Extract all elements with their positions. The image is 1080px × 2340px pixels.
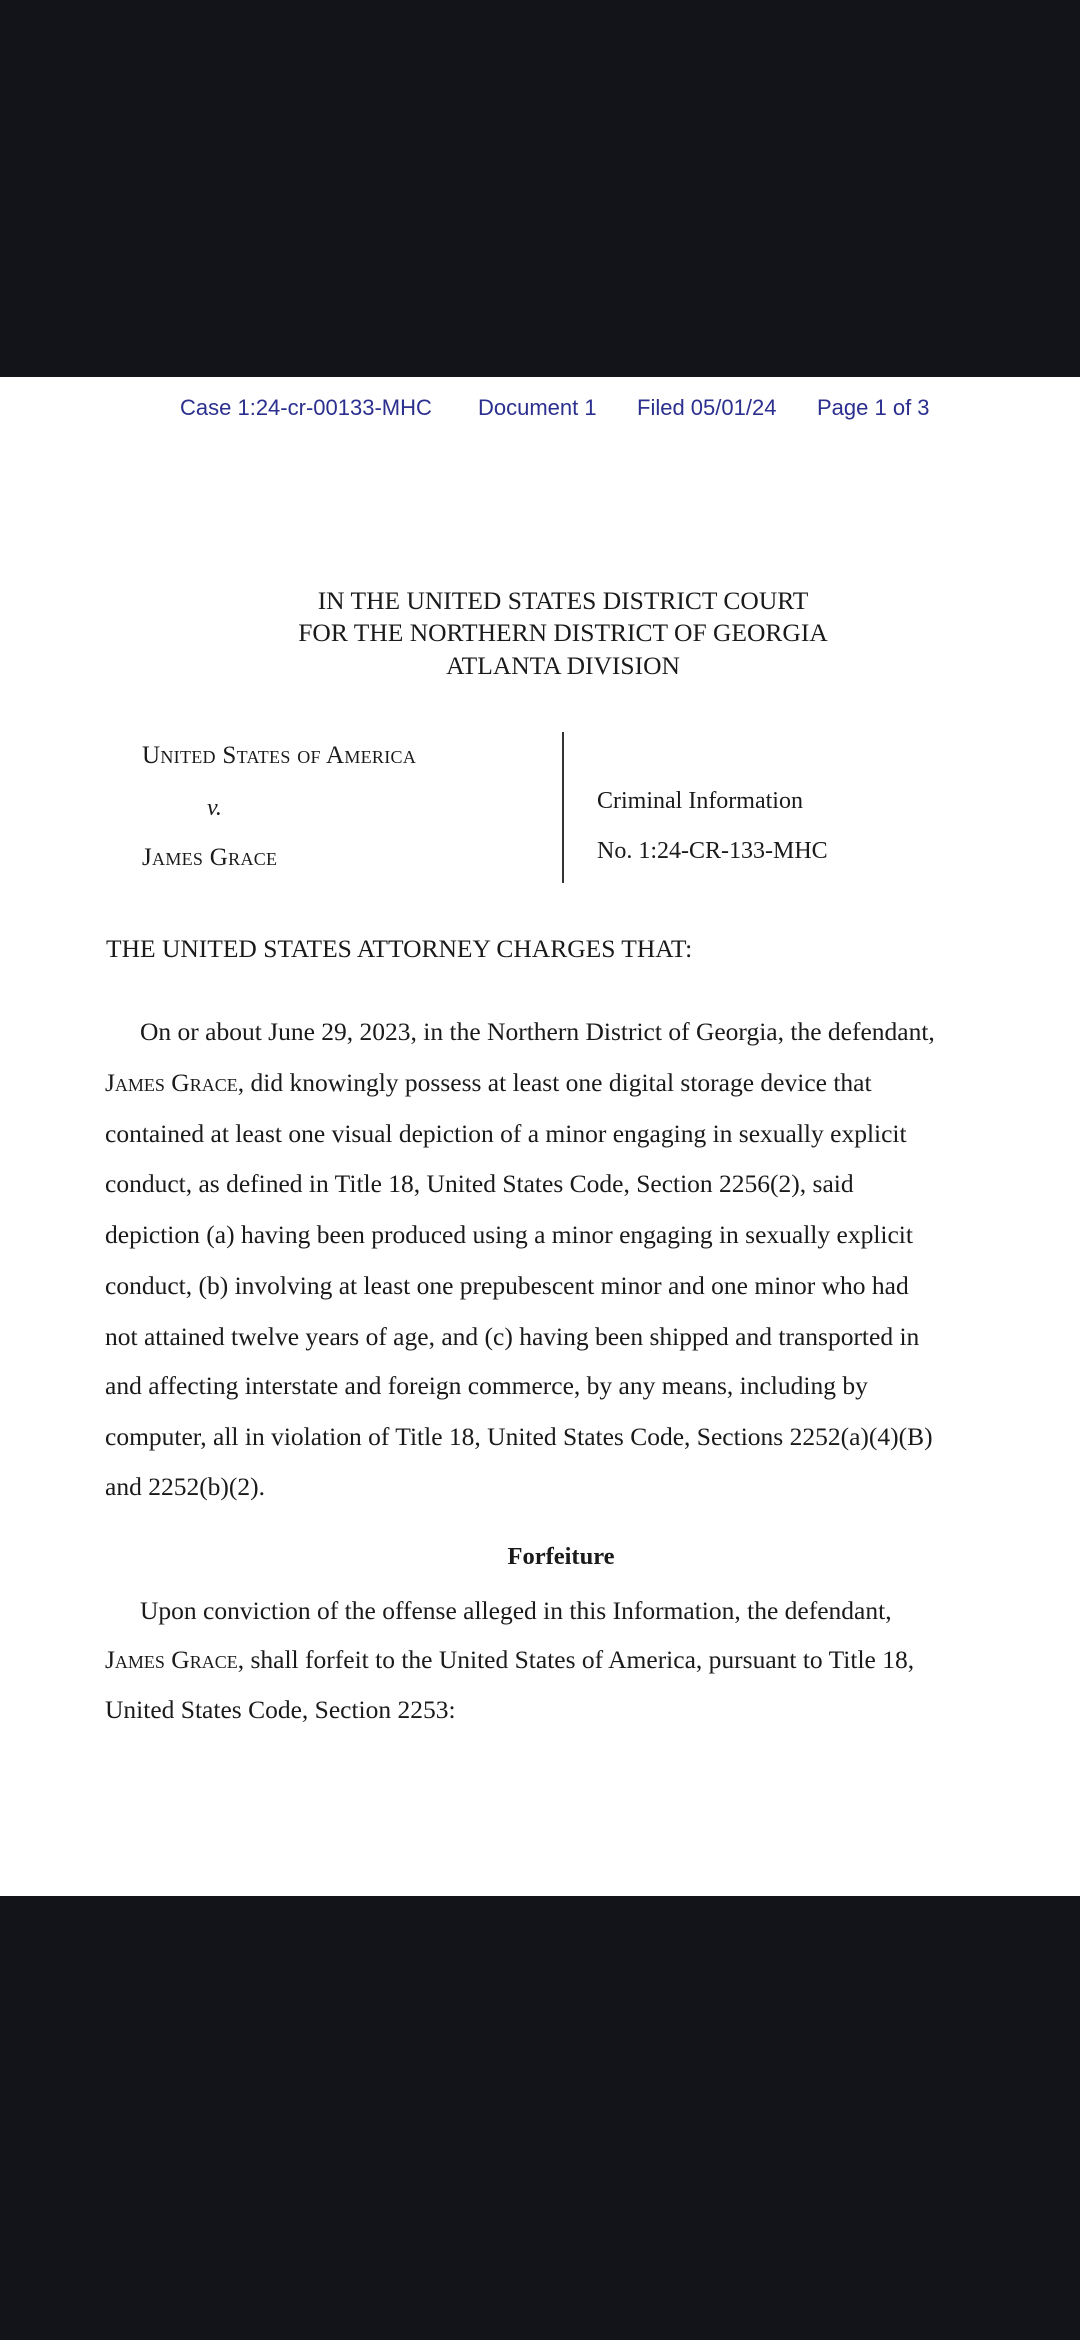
paragraph-line: conduct, as defined in Title 18, United States Code, Section 2256(2), said [105,1169,854,1198]
forfeiture-line: United States Code, Section 2253: [105,1695,456,1724]
caption-plaintiff: United States of America [142,742,417,769]
caption-versus: v. [207,795,222,821]
court-heading-line: FOR THE NORTHERN DISTRICT OF GEORGIA [298,618,828,647]
court-heading-line: ATLANTA DIVISION [446,651,680,680]
forfeiture-line-text: , shall forfeit to the United States of America, pursuant to Title 18, [237,1645,915,1674]
paragraph-line: conduct, (b) involving at least one prepubescent minor and one minor who had [105,1271,909,1300]
paragraph-line: depiction (a) having been produced using a minor engaging in sexually explicit [105,1220,913,1249]
filing-header-filed: Filed 05/01/24 [637,395,777,420]
caption-defendant: James Grace [142,844,278,871]
paragraph-line-text: , did knowingly possess at least one digital storage device that [237,1068,872,1097]
filing-header-document: Document 1 [478,395,597,420]
paragraph-line: computer, all in violation of Title 18, United States Code, Sections 2252(a)(4)(B) [105,1422,933,1451]
filing-header-page: Page 1 of 3 [817,395,930,420]
defendant-name: James Grace [105,1068,238,1097]
caption-divider [562,732,564,883]
bottom-letterbox [0,1896,1080,2340]
defendant-name: James Grace [105,1645,238,1674]
paragraph-line: contained at least one visual depiction of a minor engaging in sexually explicit [105,1119,907,1148]
top-letterbox [0,0,1080,377]
caption-case-number: No. 1:24-CR-133-MHC [597,838,828,864]
forfeiture-heading: Forfeiture [507,1543,615,1570]
filing-header-case: Case 1:24-cr-00133-MHC [180,395,432,420]
court-heading-line: IN THE UNITED STATES DISTRICT COURT [317,586,809,615]
paragraph-line: and affecting interstate and foreign commerce, by any means, including by [105,1371,868,1400]
forfeiture-line: Upon conviction of the offense alleged in this Information, the defendant, [140,1596,892,1625]
paragraph-line [105,1067,872,1099]
caption-doc-type: Criminal Information [597,788,803,814]
forfeiture-line [105,1644,914,1676]
paragraph-line: not attained twelve years of age, and (c) having been shipped and transported in [105,1322,920,1351]
paragraph-line: On or about June 29, 2023, in the Northern District of Georgia, the defendant, [140,1017,935,1046]
charges-intro: THE UNITED STATES ATTORNEY CHARGES THAT: [106,934,693,963]
paragraph-line: and 2252(b)(2). [105,1472,266,1501]
